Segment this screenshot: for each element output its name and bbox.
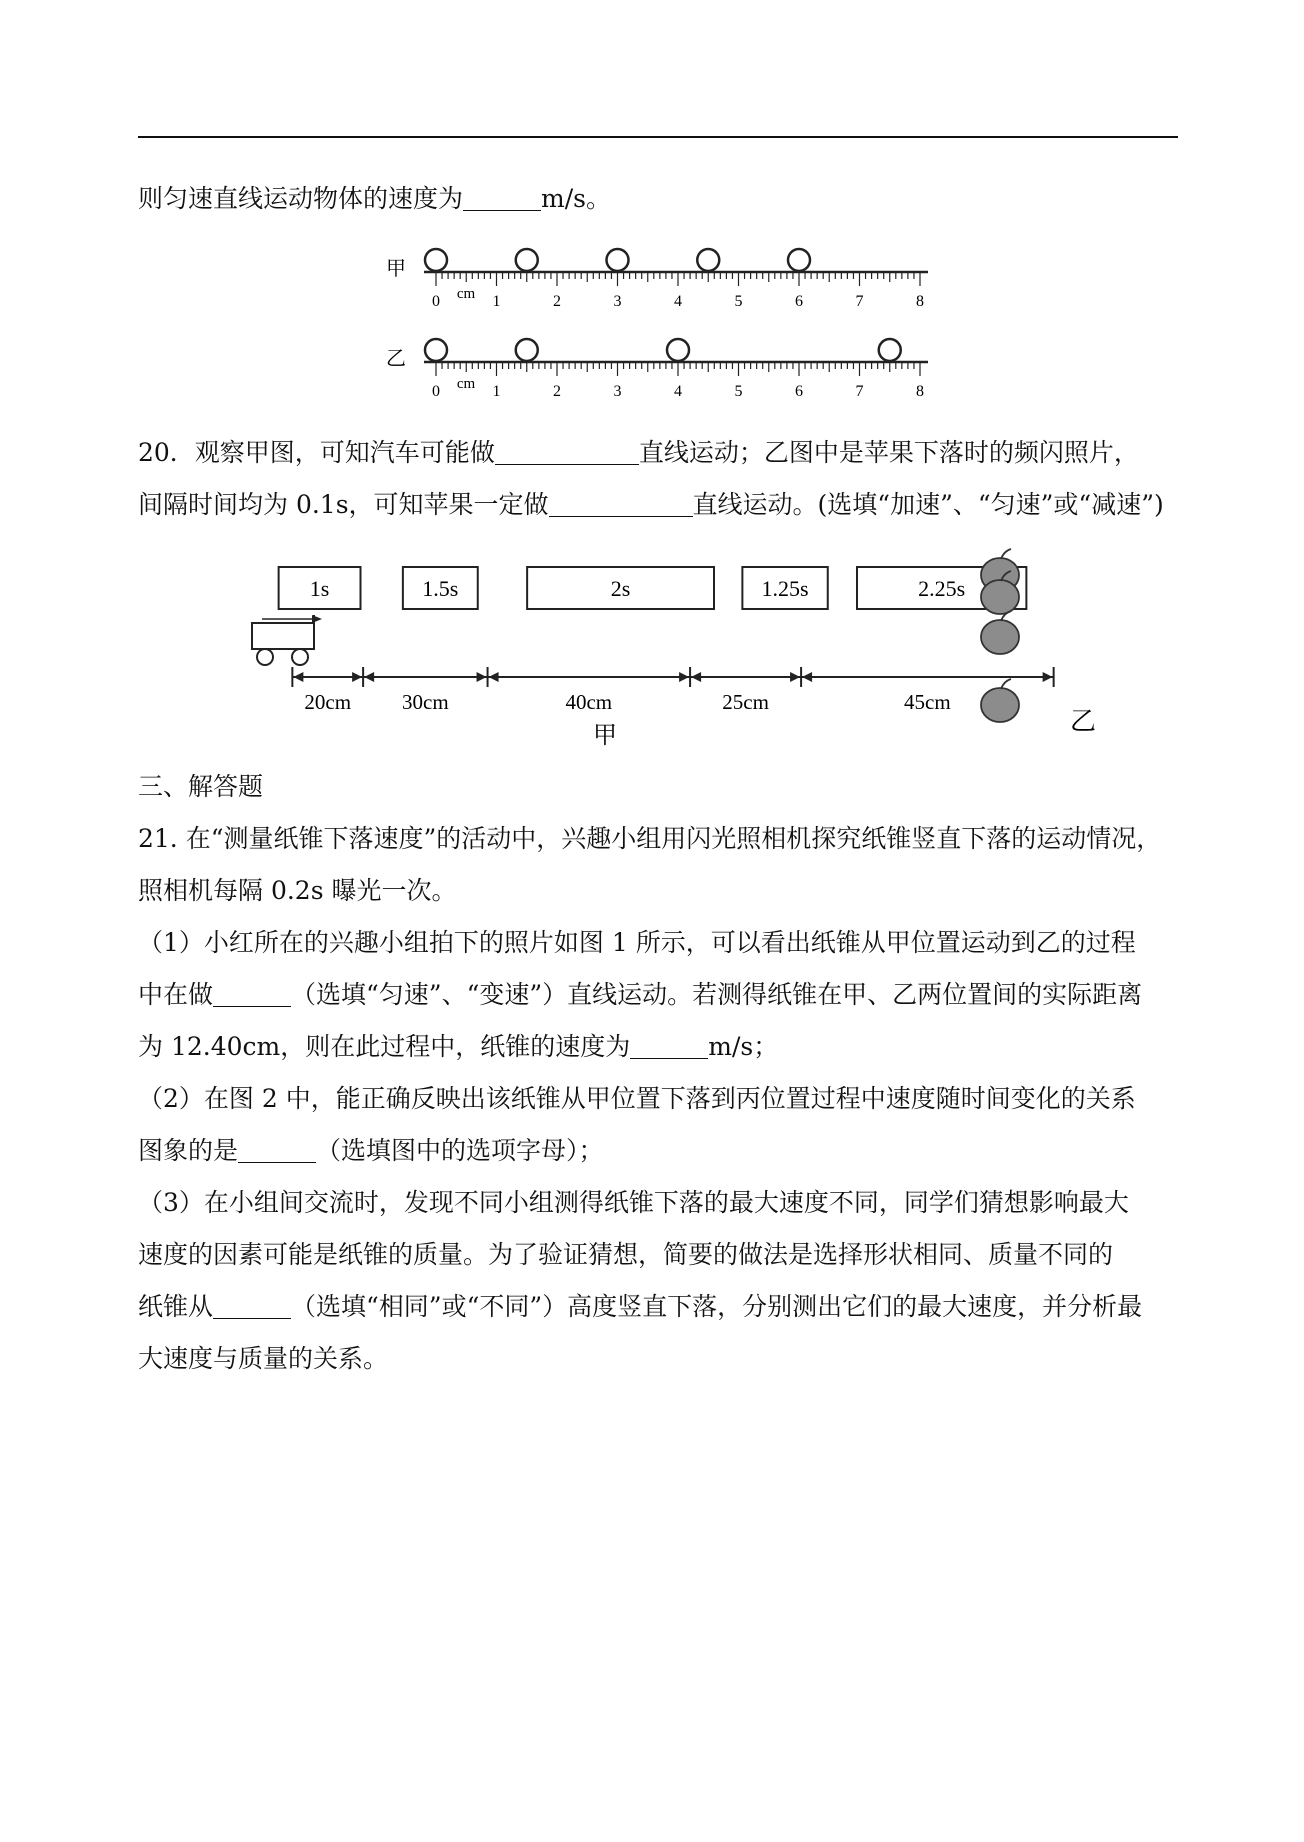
ruler-ball-jia bbox=[425, 249, 447, 271]
ruler-ball-jia bbox=[607, 249, 629, 271]
time-box-label: 2.25s bbox=[918, 576, 966, 601]
ruler-tick-label-yi: 6 bbox=[795, 383, 803, 400]
distance-arrow bbox=[790, 672, 800, 682]
ruler-tick-label-jia: 6 bbox=[795, 293, 803, 310]
q20-text-2b: 直线运动。(选填“加速”、“匀速”或“减速”) bbox=[692, 490, 1164, 519]
ruler-tick-label-jia: 8 bbox=[916, 293, 924, 310]
q21-p1-line-1: （1）小红所在的兴趣小组拍下的照片如图 1 所示，可以看出纸锥从甲位置运动到乙的过程 bbox=[138, 928, 1136, 957]
apple-caption-yi: 乙 bbox=[1070, 707, 1097, 736]
q21-p3-line-2: 速度的因素可能是纸锥的质量。为了验证猜想，简要的做法是选择形状相同、质量不同的 bbox=[138, 1240, 1114, 1269]
q21-p3-text-3a: 纸锥从 bbox=[138, 1292, 214, 1321]
distance-label: 25cm bbox=[722, 690, 769, 714]
ruler-tick-label-yi: 7 bbox=[855, 383, 864, 400]
ruler-label-jia: 甲 bbox=[386, 258, 406, 280]
section-title: 三、解答题 bbox=[138, 772, 264, 801]
ruler-tick-label-yi: 2 bbox=[553, 383, 561, 400]
distance-arrow bbox=[489, 672, 499, 682]
distance-arrow bbox=[352, 672, 362, 682]
distance-arrow bbox=[802, 672, 812, 682]
ruler-tick-label-jia: 5 bbox=[734, 293, 743, 310]
distance-arrow bbox=[477, 672, 487, 682]
ruler-yi bbox=[424, 339, 928, 400]
q21-p1-text-2b: （选填“匀速”、“变速”）直线运动。若测得纸锥在甲、乙两位置间的实际距离 bbox=[291, 980, 1143, 1009]
ruler-ball-yi bbox=[516, 339, 538, 361]
apple-stem bbox=[1001, 549, 1011, 559]
q20-text-1b: 直线运动；乙图中是苹果下落时的频闪照片， bbox=[638, 438, 1139, 467]
distance-arrow bbox=[364, 672, 374, 682]
q20-line-2 bbox=[138, 488, 1188, 522]
distance-label: 45cm bbox=[904, 690, 951, 714]
ruler-ball-yi bbox=[425, 339, 447, 361]
q21-p2-blank[interactable] bbox=[238, 1136, 316, 1163]
q19-text: 则匀速直线运动物体的速度为 bbox=[138, 184, 464, 213]
distance-line bbox=[292, 667, 1053, 714]
q19-answer-blank[interactable] bbox=[463, 184, 541, 211]
ruler-unit-yi: cm bbox=[456, 376, 476, 392]
q20-text-1a: 20．观察甲图，可知汽车可能做 bbox=[138, 438, 495, 467]
ruler-ball-jia bbox=[697, 249, 719, 271]
q21-p1-text-3a: 为 12.40cm，则在此过程中，纸锥的速度为 bbox=[138, 1032, 631, 1061]
q21-line-1: 21. 在“测量纸锥下落速度”的活动中，兴趣小组用闪光照相机探究纸锥竖直下落的运动情况， bbox=[138, 824, 1162, 853]
q21-p1-blank-2[interactable] bbox=[630, 1032, 708, 1059]
distance-label: 40cm bbox=[565, 690, 613, 714]
ruler-figure bbox=[380, 235, 940, 415]
ruler-unit-jia: cm bbox=[456, 286, 476, 302]
q19-unit: m/s。 bbox=[541, 184, 611, 213]
ruler-tick-label-yi: 8 bbox=[916, 383, 924, 400]
q20-line-1 bbox=[138, 436, 1188, 470]
q21-p1-blank-1[interactable] bbox=[213, 980, 291, 1007]
q21-p2-text-2b: （选填图中的选项字母）； bbox=[316, 1136, 604, 1165]
time-box-label: 1.5s bbox=[422, 576, 459, 601]
q21-p3-line-4: 大速度与质量的关系。 bbox=[138, 1344, 389, 1373]
q21-p2-line-1: （2）在图 2 中，能正确反映出该纸锥从甲位置下落到丙位置过程中速度随时间变化的关系 bbox=[138, 1084, 1136, 1113]
q21-line-2: 照相机每隔 0.2s 曝光一次。 bbox=[138, 876, 457, 905]
ruler-tick-label-jia: 0 bbox=[432, 293, 440, 310]
q21-p3-blank[interactable] bbox=[213, 1292, 291, 1319]
q21-p1-text-2a: 中在做 bbox=[138, 980, 214, 1009]
q21-p1-text-3b: m/s； bbox=[708, 1032, 779, 1061]
falling-apples bbox=[981, 549, 1019, 722]
time-box-label: 1.25s bbox=[761, 576, 809, 601]
distance-arrow bbox=[691, 672, 701, 682]
distance-arrow bbox=[1043, 672, 1053, 682]
car-apple-figure bbox=[240, 545, 1100, 755]
car-caption-jia: 甲 bbox=[593, 723, 617, 749]
apple-icon bbox=[981, 620, 1019, 654]
ruler-tick-label-yi: 5 bbox=[734, 383, 743, 400]
q20-blank-1[interactable] bbox=[495, 438, 639, 465]
q21-p1-line-3 bbox=[138, 1030, 1188, 1064]
q21-p3-text-3b: （选填“相同”或“不同”）高度竖直下落，分别测出它们的最大速度，并分析最 bbox=[291, 1292, 1143, 1321]
q19-answer-line bbox=[138, 182, 1188, 216]
ruler-ball-yi bbox=[667, 339, 689, 361]
ruler-tick-label-jia: 2 bbox=[553, 293, 561, 310]
apple-icon bbox=[981, 580, 1019, 614]
distance-label: 30cm bbox=[402, 690, 449, 714]
ruler-label-yi: 乙 bbox=[386, 348, 406, 370]
ruler-tick-label-yi: 0 bbox=[432, 383, 440, 400]
q21-p3-line-1: （3）在小组间交流时，发现不同小组测得纸锥下落的最大速度不同，同学们猜想影响最大 bbox=[138, 1188, 1129, 1217]
ruler-jia bbox=[424, 249, 928, 310]
header-rule bbox=[138, 136, 1178, 138]
apple-icon bbox=[981, 688, 1019, 722]
apple-stem bbox=[1001, 679, 1011, 689]
ruler-tick-label-jia: 3 bbox=[613, 293, 622, 310]
distance-arrow bbox=[679, 672, 689, 682]
ruler-tick-label-jia: 7 bbox=[855, 293, 864, 310]
ruler-ball-jia bbox=[788, 249, 810, 271]
q21-p2-text-2a: 图象的是 bbox=[138, 1136, 239, 1165]
q21-p2-line-2 bbox=[138, 1134, 1188, 1168]
time-boxes bbox=[279, 567, 1027, 609]
ruler-tick-label-yi: 1 bbox=[492, 383, 501, 400]
distance-label: 20cm bbox=[304, 690, 352, 714]
ruler-tick-label-jia: 4 bbox=[674, 293, 682, 310]
time-box-label: 1s bbox=[309, 576, 330, 601]
car-icon bbox=[252, 615, 322, 665]
ruler-tick-label-jia: 1 bbox=[492, 293, 501, 310]
time-box-label: 2s bbox=[610, 576, 631, 601]
ruler-ball-yi bbox=[879, 339, 901, 361]
q21-p3-line-3 bbox=[138, 1290, 1188, 1324]
q21-p1-line-2 bbox=[138, 978, 1188, 1012]
distance-arrow bbox=[293, 672, 303, 682]
q20-blank-2[interactable] bbox=[549, 490, 693, 517]
ruler-tick-label-yi: 4 bbox=[674, 383, 682, 400]
q20-text-2a: 间隔时间均为 0.1s，可知苹果一定做 bbox=[138, 490, 549, 519]
ruler-ball-jia bbox=[516, 249, 538, 271]
ruler-tick-label-yi: 3 bbox=[613, 383, 622, 400]
